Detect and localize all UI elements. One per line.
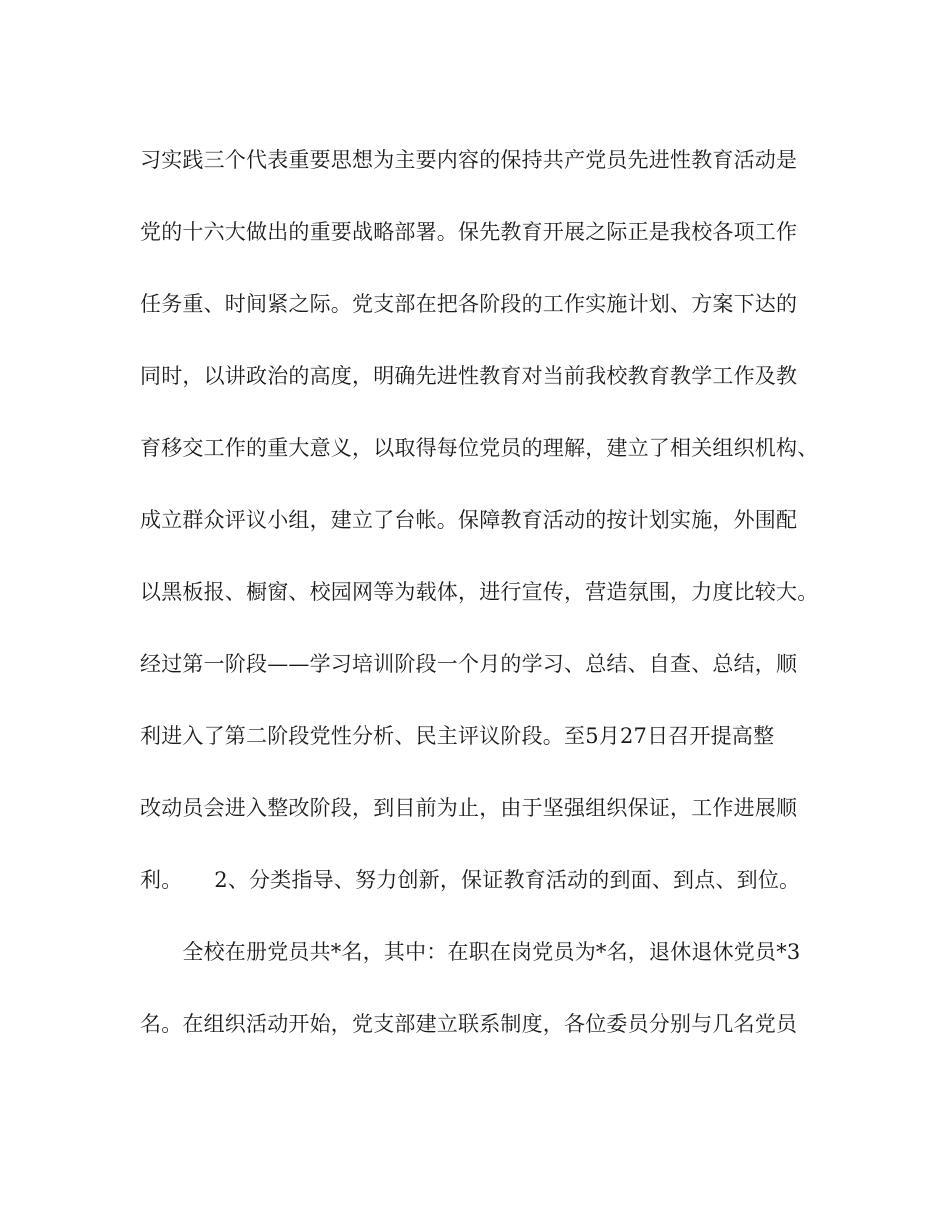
paragraph-line: 全校在册党员共*名，其中：在职在岗党员为*名，退休退休党员*3 — [140, 940, 801, 964]
paragraph-line: 党的十六大做出的重要战略部署。保先教育开展之际正是我校各项工作 — [140, 220, 798, 244]
paragraph-line: 以黑板报、橱窗、校园网等为载体，进行宣传，营造氛围，力度比较大。 — [140, 580, 819, 604]
paragraph-line: 利进入了第二阶段党性分析、民主评议阶段。至5月27日召开提高整 — [140, 724, 775, 748]
paragraph-line: 名。在组织活动开始，党支部建立联系制度，各位委员分别与几名党员 — [140, 1012, 798, 1036]
paragraph-line: 育移交工作的重大意义，以取得每位党员的理解，建立了相关组织机构、 — [140, 436, 819, 460]
paragraph-line: 习实践三个代表重要思想为主要内容的保持共产党员先进性教育活动是 — [140, 148, 798, 172]
paragraph-line: 任务重、时间紧之际。党支部在把各阶段的工作实施计划、方案下达的 — [140, 292, 798, 316]
paragraph-line: 成立群众评议小组，建立了台帐。保障教育活动的按计划实施，外围配 — [140, 508, 798, 532]
paragraph-line: 利。 2、分类指导、努力创新，保证教育活动的到面、到点、到位。 — [140, 868, 801, 892]
paragraph-line: 改动员会进入整改阶段，到目前为止，由于坚强组织保证，工作进展顺 — [140, 796, 798, 820]
paragraph-line: 经过第一阶段——学习培训阶段一个月的学习、总结、自查、总结，顺 — [140, 652, 798, 676]
paragraph-line: 同时，以讲政治的高度，明确先进性教育对当前我校教育教学工作及教 — [140, 364, 798, 388]
